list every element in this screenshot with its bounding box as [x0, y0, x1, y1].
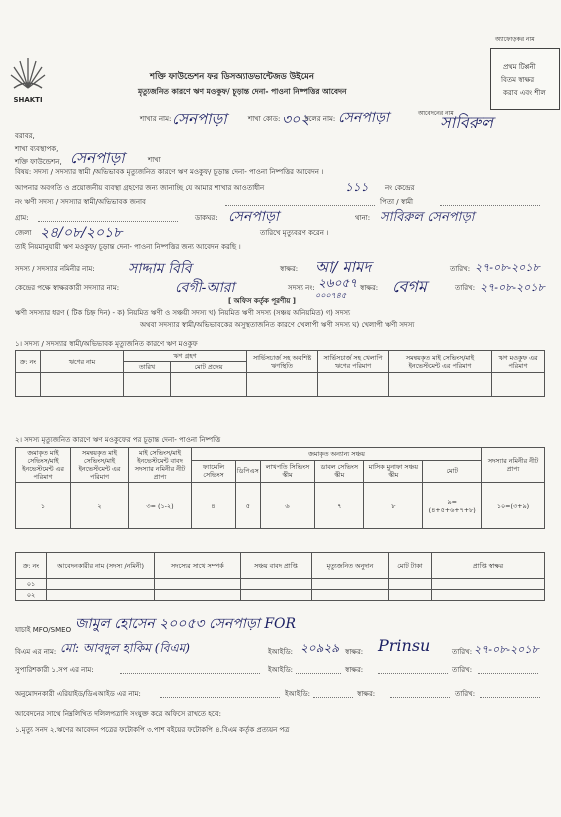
nominee-sign-value[interactable]: আ/ মামদ	[315, 258, 372, 276]
recommend-id-field[interactable]	[296, 673, 341, 674]
t2-h-grp: জমাকৃত অন্যান্য সঞ্চয়	[192, 448, 482, 461]
recommend-sign-label: স্বাক্ষর:	[345, 666, 364, 674]
t3-cell[interactable]	[312, 590, 388, 601]
stamp-line-2: বিতম স্বাক্ষর	[501, 76, 535, 84]
form-title: শক্তি ফাউন্ডেশন ফর ডিসঅ্যাডভান্টেজড উইমেন	[150, 72, 314, 82]
t1-cell[interactable]	[124, 373, 171, 397]
t3-cell[interactable]	[240, 579, 312, 590]
logo-text: SHAKTI	[13, 96, 43, 104]
t2-c2: ২	[71, 483, 129, 529]
center-number-value[interactable]: ১১১	[345, 180, 369, 194]
father-husband-field[interactable]	[440, 205, 540, 206]
t2-h2: সমন্বয়কৃত মাই সেভিংস/মাই ইনভেস্টমেন্ট এর পরিমাণ	[71, 448, 129, 483]
t2-c10: ১০=(৩+৯)	[482, 483, 545, 529]
t1-cell[interactable]	[171, 373, 247, 397]
t3-cell[interactable]	[47, 579, 155, 590]
body-line-4: তাই নিয়মানুযায়ী ঋণ মওকুফ/ চূড়ান্ত দেনা- পাওনা নিষ্পত্তির জন্য আবেদন করছি ।	[15, 243, 241, 251]
address-branch-value[interactable]: সেনপাড়া	[70, 149, 125, 167]
bm-id-value[interactable]: ২০৯২৯	[300, 641, 339, 655]
t2-h4: ফ্যামেলি সেভিংস	[192, 460, 236, 482]
approve-id-field[interactable]	[313, 697, 353, 698]
signer-date-value[interactable]: ২৭-০৮-২০১৮	[480, 281, 545, 294]
signer-sign-value[interactable]: বেগম	[392, 277, 427, 296]
nominee-date-label: তারিখ:	[450, 265, 471, 273]
t3-h-grant: মৃত্যুজনিত অনুদান	[312, 553, 388, 579]
t1-h-def: সার্ভিসচার্জ সহ খেলাপি ঋণের পরিমাণ	[318, 351, 389, 373]
t3-cell[interactable]	[155, 579, 241, 590]
approve-id-label: ইআইডি:	[285, 690, 310, 698]
post-office-label: ডাকঘর:	[195, 214, 218, 222]
t3-cell[interactable]	[432, 590, 545, 601]
t2-c3: ৩= (১-২)	[129, 483, 192, 529]
t1-h-amt: মোট প্রদেয়	[171, 362, 247, 373]
stamp-line-3: করাব এবং শীল	[503, 89, 546, 97]
recommend-sign-field[interactable]	[378, 673, 448, 674]
body-line-1: আপনার অবগতি ও প্রয়োজনীয় ব্যবস্থা গ্রহণের জন্য জানাচ্ছি যে আমার শাখার আওতাধীন	[15, 184, 265, 192]
t3-cell[interactable]	[240, 590, 312, 601]
t2-h5: ডিপিএস	[235, 460, 260, 482]
t1-h-ins: সমন্বয়কৃত মাই সেভিংস/মাই ইনভেস্টমেন্ট এর পরিমাণ	[389, 351, 492, 373]
body-line-1b: নং কেন্দ্রের	[385, 184, 415, 192]
verify-value[interactable]: জামুল হোসেন ২০০৫৩ সেনপাড়া FOR	[75, 616, 297, 632]
t3-cell[interactable]	[312, 579, 388, 590]
team-name-value[interactable]: সেনপাড়া	[338, 110, 389, 126]
member-no-value-2[interactable]: ০০০৭৪৫	[315, 291, 347, 300]
bm-sign-value[interactable]: Prinsu	[378, 636, 431, 655]
applicant-name-label: আবেদনের নাম	[418, 110, 454, 117]
body-line-2: নং ঋণী সদস্য / সদস্যার স্বামী/অভিভাবক জনাব	[15, 198, 146, 206]
nominee-date-value[interactable]: ২৭-০৮-২০১৮	[475, 261, 540, 274]
t2-c7: ৭	[315, 483, 364, 529]
t2-h10: সদস্যার নমিনীর নীট প্রাপ্য	[482, 448, 545, 483]
bm-id-label: ইআইডি:	[268, 648, 293, 656]
subject-line: বিষয়: সদস্য / সদস্যার স্বামী /অভিভাবক মৃত্যুজনিত কারণে ঋণ মওকুফ/ চূড়ান্ত দেনা- পাওনা নিষ্পত্তির আবেদন ।	[15, 168, 324, 176]
stamp-line-1: প্রথম টিপ্পনী	[503, 63, 536, 71]
stamp-box-top: অ্যাফোড়কর নাম	[495, 36, 535, 43]
district-label: জেলা	[15, 229, 32, 237]
bm-name-value[interactable]: মো: আবদুল হাকিম (বিএম)	[60, 641, 190, 655]
recommend-name-field[interactable]	[120, 673, 260, 674]
village-label: গ্রাম:	[15, 214, 29, 222]
member-no-label: সদস্য নং:	[288, 284, 315, 292]
t1-h-date: তারিখ	[124, 362, 171, 373]
shakti-logo	[8, 48, 48, 110]
bm-sign-label: স্বাক্ষর:	[345, 648, 364, 656]
t2-c6: ৬	[260, 483, 315, 529]
table1-caption: ১। সদস্য / সদস্যার স্বামী/অভিভাবক মৃত্যুজনিত কারণে ঋণ মওকুফ	[15, 340, 198, 348]
recommend-date-field[interactable]	[478, 673, 538, 674]
t2-h9: মোট	[423, 460, 482, 482]
t1-cell[interactable]	[492, 373, 545, 397]
signer-name-label: কেন্দ্রের পক্ষে স্বাক্ষরকারী সদস্যার নাম:	[15, 284, 120, 292]
attachments-list: ১.মৃত্যু সনদ ২.ঋণের আবেদন পত্রের ফটোকপি ৩.পাশ বইয়ের ফটোকপি ৪.বিএম কর্তৃক প্রত্যয়ন পত্র	[15, 726, 290, 734]
nominee-name-value[interactable]: সাদ্দাম বিবি	[128, 261, 192, 277]
member-type-line-2: অথবা সদস্যার স্বামী/অভিভাবকের অসুস্থতাজনিত কারণে খেলাপী ঋণী সদস্য ঘ) খেলাপী ঋণী সদস্য	[140, 321, 415, 329]
final-settlement-table	[15, 447, 545, 529]
t3-row-2-sl: ০২	[16, 590, 47, 601]
member-no-value[interactable]: ২৬০৫৭	[318, 276, 357, 290]
t1-cell[interactable]	[41, 373, 124, 397]
t2-h7: ডাবল সেভিংস স্কীম	[315, 460, 364, 482]
t3-cell[interactable]	[388, 590, 431, 601]
recommend-date-label: তারিখ:	[452, 666, 473, 674]
t3-cell[interactable]	[388, 579, 431, 590]
bm-date-label: তারিখ:	[452, 648, 473, 656]
t1-cell[interactable]	[16, 373, 41, 397]
branch-code-label: শাখা কোড:	[248, 115, 281, 123]
t1-h-sl: ক্র: নং	[16, 351, 41, 373]
signer-sign-label: স্বাক্ষর:	[360, 284, 379, 292]
stamp-box	[490, 36, 560, 110]
approve-name-field[interactable]	[160, 697, 280, 698]
t1-cell[interactable]	[247, 373, 318, 397]
t3-h-sl: ক্র: নং	[16, 553, 47, 579]
t2-h1: জমাকৃত মাই সেভিংস/মাই ইনভেস্টমেন্ট এর পরিমাণ	[16, 448, 71, 483]
approve-date-field[interactable]	[480, 697, 540, 698]
branch-name-value[interactable]: সেনপাড়া	[172, 110, 227, 128]
address-foundation: শক্তি ফাউন্ডেশন,	[15, 158, 62, 166]
sunburst-logo-icon	[8, 48, 48, 96]
bm-date-value[interactable]: ২৭-০৮-২০১৮	[474, 643, 539, 656]
body-line-3: তারিখে মৃত্যুবরণ করেন ।	[260, 229, 329, 237]
t3-h-total: মোট টাকা	[388, 553, 431, 579]
t1-h-name: ঋণের নাম	[41, 351, 124, 373]
t1-cell[interactable]	[389, 373, 492, 397]
t3-h-name: আবেদনকারীর নাম (সদস্য /নমিনী)	[47, 553, 155, 579]
bm-name-label: বিএম এর নাম:	[15, 648, 57, 656]
t2-h8: মাসিক মুনাফা সঞ্চয় স্কীম	[364, 460, 423, 482]
t3-h-sav: সঞ্চয় বাবদ প্রাপ্তি	[240, 553, 312, 579]
t2-c8: ৮	[364, 483, 423, 529]
address-manager: শাখা ব্যবস্থাপক,	[15, 145, 59, 153]
nominee-name-label: সদস্য / সদস্যার নমিনীর নাম:	[15, 265, 95, 273]
thana-value[interactable]: সাবিরুল সেনপাড়া	[380, 210, 475, 225]
signer-date-label: তারিখ:	[455, 284, 476, 292]
applicant-name-value[interactable]: সাবিরুল	[440, 113, 493, 132]
branch-line	[140, 105, 493, 135]
t1-cell[interactable]	[318, 373, 389, 397]
body-line-2b: পিতা / স্বামী	[380, 198, 414, 206]
t2-c9: ৯=(৪+৫+৬+৭+৮)	[423, 483, 482, 529]
t1-h-grp: ঋণ গ্রহণ	[124, 351, 247, 362]
table2-caption: ২। সদস্য মৃত্যুজনিত কারণে ঋণ মওকুফের পর চূড়ান্ত দেনা- পাওনা নিষ্পত্তি	[15, 436, 221, 444]
receipt-table	[15, 552, 545, 601]
t2-c4: ৪	[192, 483, 236, 529]
t1-h-waive: ঋণ মওকুফ এর পরিমাণ	[492, 351, 545, 373]
t3-h-sig: প্রাপ্তি স্বাক্ষর	[432, 553, 545, 579]
t3-cell[interactable]	[155, 590, 241, 601]
t3-cell[interactable]	[47, 590, 155, 601]
recommend-id-label: ইআইডি:	[268, 666, 293, 674]
form-subtitle: মৃত্যুজনিত কারণে ঋণ মওকুফ/ চূড়ান্ত দেনা- পাওনা নিষ্পত্তির আবেদন	[138, 87, 347, 96]
team-name-label: দলের নাম:	[305, 115, 336, 123]
t1-h-rem: সার্ভিসচার্জ সহ অবশিষ্ট ঋণস্থিতি	[247, 351, 318, 373]
t2-h3: মাই সেভিংস/মাই ইনভেস্টমেন্ট বাবদ সদস্যার নমিনীর নীট প্রাপ্য	[129, 448, 192, 483]
approve-sign-label: স্বাক্ষর:	[357, 690, 376, 698]
nominee-sign-label: স্বাক্ষর:	[280, 265, 299, 273]
branch-code-value[interactable]: ৩০২	[282, 112, 310, 128]
attachments-intro: আবেদনের সাথে নিম্নলিখিত দলিলপত্রাদি সংযুক্ত করে অফিসে রাখতে হবে:	[15, 710, 221, 718]
thana-label: থানা:	[355, 214, 371, 222]
post-office-value[interactable]: সেনপাড়া	[228, 209, 279, 225]
loan-waiver-table	[15, 350, 545, 397]
t3-h-rel: সদস্যের সাথে সম্পর্ক	[155, 553, 241, 579]
member-type-line-1: ঋণী সদস্যার ধরণ ( টিক চিহ্ন দিন) - ক) নিয়মিত ঋণী ও সঞ্চয়ী সদস্য খ) নিয়মিত ঋণী সদস্য (সঞ্চয় অনিয়মিত) গ) সদস্য	[15, 309, 351, 317]
branch-name-label: শাখার নাম:	[140, 115, 172, 123]
recommend-label: সুপারিশকারী ১.সপ এর নাম:	[15, 666, 94, 674]
death-date-value[interactable]: ২৪/০৮/২০১৮	[40, 225, 123, 241]
approve-label: অনুমোদনকারী এরিয়াইড/ডিএআইড এর নাম:	[15, 690, 141, 698]
t3-row-1-sl: ০১	[16, 579, 47, 590]
t2-c1: ১	[16, 483, 71, 529]
verify-label: যাচাই MFO/SMEO	[15, 626, 72, 634]
office-heading: [ অফিস কর্তৃক পূরণীয় ]	[228, 297, 296, 305]
signer-name-value[interactable]: বেগী-আরা	[175, 280, 235, 296]
t2-h6: লাখপতি সিভিংস স্কীম	[260, 460, 315, 482]
address-branch-label: শাখা	[148, 156, 161, 164]
t2-c5: ৫	[235, 483, 260, 529]
approve-date-label: তারিখ:	[455, 690, 476, 698]
approve-sign-field[interactable]	[390, 697, 450, 698]
t3-cell[interactable]	[432, 579, 545, 590]
address-to: বরাবর,	[15, 132, 35, 140]
